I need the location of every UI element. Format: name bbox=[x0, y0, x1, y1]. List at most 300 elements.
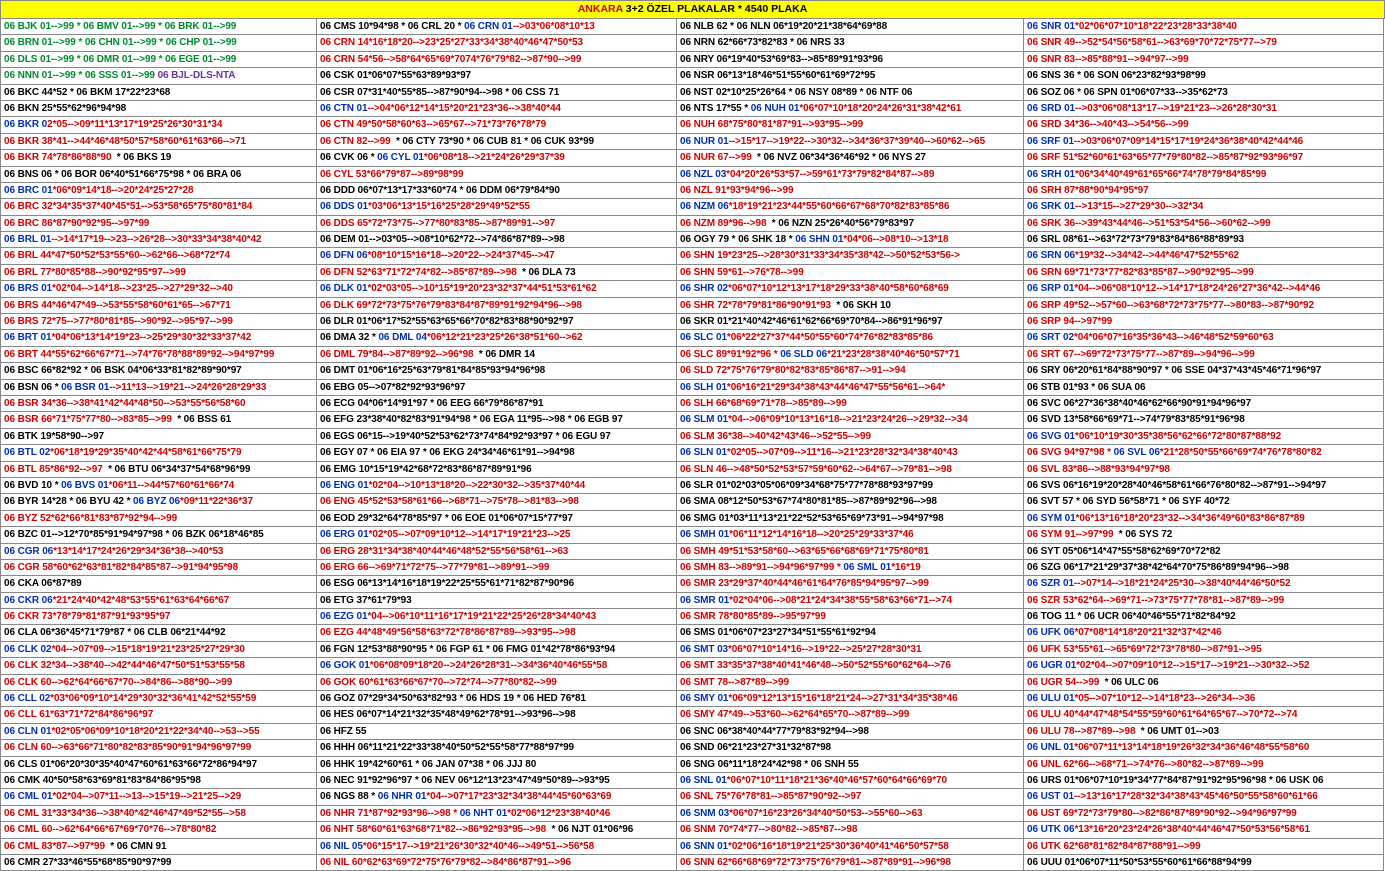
plate-cell bbox=[1024, 199, 1384, 215]
plate-cell bbox=[1024, 134, 1384, 150]
plate-text: *02*04*06-->08*21*24*34*38*55*58*63*66*71-->74 bbox=[729, 594, 952, 606]
plate-cell bbox=[1, 625, 317, 641]
plate-text: 06 BSN 06 * bbox=[4, 381, 62, 393]
plate-text: 06 SMY 01 bbox=[680, 693, 729, 705]
plate-cell bbox=[1024, 707, 1384, 723]
plate-text: 06 NZL 03 bbox=[680, 168, 727, 180]
plate-text: *21*23*28*38*40*46*50*57*71 bbox=[827, 348, 960, 360]
plate-text: 06 SRF 01 bbox=[1027, 135, 1074, 147]
plate-cell bbox=[677, 625, 1024, 641]
plate-text: 06 DLK 01 bbox=[320, 283, 368, 295]
plate-text: 06 EGY 07 * 06 EIA 97 * 06 EKG 24*34*46*61*91-->94*98 bbox=[320, 447, 575, 459]
plate-cell bbox=[1, 740, 317, 756]
plate-text: -->03*06*08*13*17-->19*21*23-->26*28*30*31 bbox=[1075, 102, 1277, 114]
plate-text: 06 SRY 06*20*61*84*88*90*97 * 06 SSE 04*37*43*45*46*71*96*97 bbox=[1027, 365, 1322, 377]
plate-text: 06 BKN 25*55*62*96*94*98 bbox=[4, 102, 127, 114]
plate-cell bbox=[1, 232, 317, 248]
plate-text: 06 SMH 01 bbox=[680, 529, 730, 541]
plate-text: 06 ETG 37*61*79*93 bbox=[320, 594, 412, 606]
plate-text: *04-->07*09-->15*18*19*21*23*25*27*29*30 bbox=[51, 643, 245, 655]
plate-text: 06 SLC 89*91*92*96 * bbox=[680, 348, 781, 360]
plate-cell bbox=[677, 314, 1024, 330]
plate-cell bbox=[317, 412, 677, 428]
plate-cell bbox=[317, 117, 677, 133]
plate-text: * 06 CMN 91 bbox=[107, 840, 167, 852]
plate-text: 06 CYL 01 bbox=[377, 152, 424, 164]
plate-cell bbox=[317, 822, 677, 838]
plate-text: 06 SRN 06 bbox=[1027, 250, 1076, 262]
plate-text: 06 SLC 01 bbox=[680, 332, 727, 344]
plate-text: 06 DDS 65*72*73*75-->77*80*83*85-->87*89*91-->97 bbox=[320, 217, 556, 229]
plate-text: 06 DDD 06*07*13*17*33*60*74 * 06 DDM 06*79*84*90 bbox=[320, 184, 560, 196]
plate-cell bbox=[1, 363, 317, 379]
plate-text: 06 NUH 68*75*80*81*87*91-->93*95-->99 bbox=[680, 119, 864, 131]
plate-text: 06 BYZ 06 bbox=[133, 496, 180, 508]
plate-text: 06 NZM 06 bbox=[680, 201, 729, 213]
plate-text: 06 BJL-DLS-NTA bbox=[157, 70, 236, 82]
plate-cell bbox=[317, 347, 677, 363]
plate-cell bbox=[677, 445, 1024, 461]
plate-text: 06 DLS 01-->99 * 06 DMR 01-->99 * 06 EGE 01-->99 bbox=[4, 53, 237, 65]
plate-cell bbox=[1, 248, 317, 264]
plate-text: 06 SNS 36 * 06 SON 06*23*82*93*98*99 bbox=[1027, 70, 1206, 82]
plate-cell bbox=[1024, 609, 1384, 625]
plate-text: 06 BRT 01 bbox=[4, 332, 52, 344]
plate-cell bbox=[317, 839, 677, 855]
plate-text: 06 HHK 19*42*60*61 * 06 JAN 07*38 * 06 JJJ 80 bbox=[320, 758, 537, 770]
plate-text: *02*04-->07*09*10*12-->15*17-->19*21-->30*32-->52 bbox=[1076, 660, 1310, 672]
plate-text: *06*15*17-->19*21*26*30*32*40*46-->49*51-->56*58 bbox=[362, 840, 595, 852]
plate-cell bbox=[1024, 560, 1384, 576]
plate-text: 06 SMT 33*35*37*38*40*41*46*48-->50*52*55*60*62*64-->76 bbox=[680, 660, 951, 672]
plate-text: 06 SRH 01 bbox=[1027, 168, 1076, 180]
plate-cell bbox=[1, 101, 317, 117]
plate-cell bbox=[1, 691, 317, 707]
plate-text: -->13*16*17*28*32*34*38*43*45*46*50*55*58*60*61*66 bbox=[1073, 791, 1318, 803]
plate-text: -->07*14-->18*21*24*25*30-->38*40*44*46*50*52 bbox=[1073, 578, 1291, 590]
plate-cell bbox=[317, 19, 677, 35]
plate-text: 06 BRC 86*87*90*92*95-->97*99 bbox=[4, 217, 150, 229]
plate-cell bbox=[317, 167, 677, 183]
plate-text: 06 NUR 01 bbox=[680, 135, 729, 147]
plate-cell bbox=[317, 757, 677, 773]
plate-text: 06 CML 31*33*34*36-->38*40*42*46*47*49*52*55-->58 bbox=[4, 807, 246, 819]
plate-cell bbox=[1, 68, 317, 84]
plate-cell bbox=[677, 363, 1024, 379]
plate-text: 06 EZG 44*48*49*56*58*63*72*78*86*87*89-->93*95-->98 bbox=[320, 627, 576, 639]
plate-text: *06*10*19*30*35*38*56*62*66*72*80*87*88*92 bbox=[1075, 430, 1282, 442]
plate-text: 06 ECG 04*06*14*91*97 * 06 EEG 66*79*86*87*91 bbox=[320, 397, 544, 409]
plate-cell bbox=[1024, 363, 1384, 379]
plate-cell bbox=[677, 691, 1024, 707]
plate-cell bbox=[1, 806, 317, 822]
plate-text: 06 ERG 01 bbox=[320, 529, 369, 541]
plate-cell bbox=[317, 330, 677, 346]
plate-cell bbox=[1024, 19, 1384, 35]
plate-text: 06 SNR 01 bbox=[1027, 21, 1076, 32]
plate-cell bbox=[677, 822, 1024, 838]
plate-text: *04*06-->08*10-->13*18 bbox=[843, 234, 949, 246]
plate-cell bbox=[1024, 248, 1384, 264]
plate-cell bbox=[1, 462, 317, 478]
plate-text: *06*07*11*13*14*18*19*26*32*34*36*46*48*55*58*60 bbox=[1074, 742, 1310, 754]
plate-text: 06 EFG 23*38*40*82*83*91*94*98 * 06 EGA 11*95-->98 * 06 EGB 97 bbox=[320, 414, 623, 426]
plate-text: 06 SYM 01 bbox=[1027, 512, 1076, 524]
plate-cell bbox=[1, 675, 317, 691]
plate-cell bbox=[317, 593, 677, 609]
plate-cell bbox=[317, 740, 677, 756]
plate-text: 06 CLK 60-->62*64*66*67*70-->84*86-->88*90-->99 bbox=[4, 676, 233, 688]
plate-cell bbox=[677, 281, 1024, 297]
plate-cell bbox=[1024, 593, 1384, 609]
plate-text: *21*28*50*55*66*69*74*76*78*80*82 bbox=[1159, 447, 1322, 459]
plate-text: * 06 ULC 06 bbox=[1101, 676, 1159, 688]
plate-text: 06 EZG 01 bbox=[320, 611, 368, 623]
plate-cell bbox=[677, 544, 1024, 560]
plate-cell bbox=[1024, 330, 1384, 346]
plate-cell bbox=[317, 494, 677, 510]
plate-cell bbox=[1, 19, 317, 35]
plate-text: 06 SNL 01 bbox=[680, 774, 727, 786]
plate-cell bbox=[1, 412, 317, 428]
plate-text: 06 NRN 62*66*73*82*83 * 06 NRS 33 bbox=[680, 37, 845, 49]
plate-text: 06 SOZ 06 * 06 SPN 01*06*07*33-->35*62*73 bbox=[1027, 86, 1228, 98]
plate-cell bbox=[677, 740, 1024, 756]
plate-text: 06 UFK 53*55*61-->65*69*72*73*78*80-->87*91-->95 bbox=[1027, 643, 1262, 655]
plate-text: 06 OGY 79 * 06 SHK 18 * bbox=[680, 234, 796, 246]
plate-cell bbox=[317, 707, 677, 723]
plate-cell bbox=[1024, 265, 1384, 281]
plate-cell bbox=[317, 658, 677, 674]
plate-cell bbox=[677, 642, 1024, 658]
plate-text: 06 BRL 44*47*50*52*53*55*60-->62*66-->68*72*74 bbox=[4, 250, 230, 262]
plate-text: 2*05-->09*11*13*17*19*25*26*30*31*34 bbox=[47, 119, 223, 131]
plate-text: *04-->06*10*11*16*17*19*21*22*25*26*28*34*40*43 bbox=[367, 611, 597, 623]
plate-text: 06 CRN 01 bbox=[464, 21, 513, 32]
plate-text: *04*06*13*14*19*23-->25*29*30*32*33*37*42 bbox=[51, 332, 252, 344]
plate-text: 06 CKA 06*87*89 bbox=[4, 578, 82, 590]
plate-column-1 bbox=[1, 19, 317, 871]
plate-text: 06 SKR 01*21*40*42*46*61*62*66*69*70*84-->86*91*96*97 bbox=[680, 316, 943, 328]
plate-text: 06 SZR 01 bbox=[1027, 578, 1074, 590]
plate-cell bbox=[1, 773, 317, 789]
plate-text: 06 BKR 38*41-->44*46*48*50*57*58*60*61*63*66-->71 bbox=[4, 135, 246, 147]
plate-text: 06 DML 79*84-->87*89*92-->96*98 bbox=[320, 348, 477, 360]
plate-cell bbox=[677, 35, 1024, 51]
plate-cell bbox=[677, 298, 1024, 314]
plate-cell bbox=[317, 691, 677, 707]
plate-text: *19*32-->34*42-->44*46*47*52*55*62 bbox=[1075, 250, 1239, 262]
plate-text: 06 NHT 01 bbox=[459, 807, 508, 819]
plate-cell bbox=[677, 757, 1024, 773]
plate-text: 06 BKC 44*52 * 06 BKM 17*22*23*68 bbox=[4, 86, 171, 98]
plate-text: 06 BKR 0 bbox=[4, 119, 48, 131]
plate-text: 06 NUH 01 bbox=[750, 102, 800, 114]
plate-column-2 bbox=[317, 19, 677, 871]
plate-text: 06 STB 01*93 * 06 SUA 06 bbox=[1027, 381, 1146, 393]
plate-cell bbox=[1024, 429, 1384, 445]
plate-cell bbox=[1, 511, 317, 527]
plate-cell bbox=[1024, 658, 1384, 674]
plate-cell bbox=[1, 314, 317, 330]
plate-cell bbox=[1024, 822, 1384, 838]
plate-cell bbox=[317, 544, 677, 560]
plate-text: 06 SNL 75*76*78*81-->85*87*90*92-->97 bbox=[680, 791, 862, 803]
plate-cell bbox=[677, 773, 1024, 789]
plate-text: 06 SML 01 bbox=[843, 561, 892, 573]
plate-text: 06 BJK 01-->99 * 06 BMV 01-->99 * 06 BRK 01-->99 bbox=[4, 21, 237, 32]
plate-text: * 06 SKH 10 bbox=[833, 299, 891, 311]
plate-text: 06 ENG 45*52*53*58*61*66-->68*71-->75*78-->81*83-->98 bbox=[320, 496, 579, 508]
plate-cell bbox=[1, 593, 317, 609]
plate-text: *04-->06*08*10*12-->14*17*18*24*26*27*36*42-->44*46 bbox=[1074, 283, 1321, 295]
plate-text: 06 SZG 06*17*21*29*37*38*42*64*70*75*86*89*94*96-->98 bbox=[1027, 561, 1289, 573]
plate-text: 06 SRF 51*52*60*61*63*65*77*79*80*82-->85*87*92*93*96*97 bbox=[1027, 152, 1304, 164]
plate-text: 06 CMR 27*33*46*55*68*85*90*97*99 bbox=[4, 856, 172, 868]
plate-text: 06 CLS 01*06*20*30*35*40*47*60*61*63*66*72*86*94*97 bbox=[4, 758, 257, 770]
plate-text: -->14*17*19-->23-->26*28-->30*33*34*38*40*42 bbox=[51, 234, 262, 246]
plate-text: 06 SMR 78*80*85*89-->95*97*99 bbox=[680, 611, 826, 623]
plate-text: 06 CTN 01 bbox=[320, 102, 368, 114]
plate-text: 06 BYZ 52*62*66*81*83*87*92*94-->99 bbox=[4, 512, 178, 524]
plate-cell bbox=[1024, 789, 1384, 805]
plate-text: 06 SMG 01*03*11*13*21*22*52*53*65*69*73*91-->94*97*98 bbox=[680, 512, 944, 524]
plate-text: 06 SYM 91-->97*99 bbox=[1027, 529, 1117, 541]
plate-text: 06 UGR 01 bbox=[1027, 660, 1077, 672]
plate-text: 06 SRP 49*52-->57*60-->63*68*72*73*75*77-->80*83-->87*90*92 bbox=[1027, 299, 1314, 311]
plate-cell bbox=[1, 298, 317, 314]
plate-text: 06 GOK 60*61*63*66*67*70-->72*74-->77*80*82-->99 bbox=[320, 676, 557, 688]
plate-text: 06 UUU 01*06*07*11*50*53*55*60*61*66*88*94*99 bbox=[1027, 856, 1252, 868]
plate-text: * 06 BSS 61 bbox=[174, 414, 232, 426]
plate-text: 06 SMH 83-->89*91-->94*96*97*99 * bbox=[680, 561, 844, 573]
plate-text: 06 SNR 83-->85*88*91-->94*97-->99 bbox=[1027, 53, 1189, 65]
plate-cell bbox=[1, 544, 317, 560]
plate-text: 06 BVD 10 * bbox=[4, 479, 62, 491]
plate-text: 06 GOZ 07*29*34*50*63*82*93 * 06 HDS 19 * 06 HED 76*81 bbox=[320, 693, 586, 705]
plate-cell bbox=[1024, 314, 1384, 330]
plate-cell bbox=[317, 281, 677, 297]
plate-cell bbox=[317, 298, 677, 314]
plate-text: -->03*06*08*10*13 bbox=[512, 21, 595, 32]
plate-text: 06 BSR 34*36-->38*41*42*44*48*50-->53*55*56*58*60 bbox=[4, 397, 246, 409]
plate-text: 06 SRT 67-->69*72*73*75*77-->87*89-->94*96-->99 bbox=[1027, 348, 1255, 360]
plate-text: *06*08*09*18*20-->24*26*28*31-->34*36*40*46*55*58 bbox=[369, 660, 608, 672]
plate-cell bbox=[677, 150, 1024, 166]
plate-text: 06 BRN 01-->99 * 06 CHN 01-->99 * 06 CHP 01-->99 bbox=[4, 37, 237, 49]
plate-text: 06 UTK 06 bbox=[1027, 824, 1075, 836]
plate-cell bbox=[1024, 35, 1384, 51]
plate-text: 06 SMS 01*06*07*23*27*34*51*55*61*92*94 bbox=[680, 627, 876, 639]
plate-text: 06 UFK 06 bbox=[1027, 627, 1075, 639]
plate-text: 06 NNN 01-->99 * 06 SSS 01-->99 bbox=[4, 70, 158, 82]
plate-cell bbox=[677, 429, 1024, 445]
plate-text: * 06 BTU 06*34*37*54*68*96*99 bbox=[105, 463, 251, 475]
plate-text: 06 SNN 62*66*68*69*72*73*75*76*79*81-->87*89*91-->96*98 bbox=[680, 856, 951, 868]
plate-cell bbox=[1, 429, 317, 445]
plate-cell bbox=[1024, 167, 1384, 183]
plate-text: 06 URS 01*06*07*10*19*34*77*84*87*91*92*95*96*98 * 06 USK 06 bbox=[1027, 774, 1324, 786]
plate-cell bbox=[317, 478, 677, 494]
plate-text: *02*04-->10*13*18*20-->22*30*32-->35*37*40*44 bbox=[368, 479, 586, 491]
plate-text: 06 CML 83*87-->97*99 bbox=[4, 840, 108, 852]
plate-text: 06 GOK 01 bbox=[320, 660, 370, 672]
plate-text: 06 CGR 06 bbox=[4, 545, 54, 557]
plate-text: 06 SLM 01 bbox=[680, 414, 729, 426]
plate-text: *02*06*16*18*19*21*25*30*36*40*41*46*50*57*58 bbox=[728, 840, 949, 852]
plate-text: 06 SVT 57 * 06 SYD 56*58*71 * 06 SYF 40*72 bbox=[1027, 496, 1230, 508]
plate-text: 06 SHR 02 bbox=[680, 283, 729, 295]
plate-text: 06 CTN 49*50*58*60*63-->65*67-->71*73*76*78*79 bbox=[320, 119, 547, 131]
plate-cell bbox=[677, 248, 1024, 264]
plate-text: *03*06*09*10*14*29*30*32*36*41*42*52*55*59 bbox=[50, 693, 257, 705]
plate-cell bbox=[1024, 52, 1384, 68]
plate-cell bbox=[1024, 380, 1384, 396]
plate-cell bbox=[1, 183, 317, 199]
plate-text: *06*11*12*14*16*18-->20*25*29*33*37*46 bbox=[729, 529, 914, 541]
plate-cell bbox=[317, 85, 677, 101]
plate-cell bbox=[1024, 445, 1384, 461]
plate-cell bbox=[1, 347, 317, 363]
plate-text: *06*07*10*18*20*24*26*31*38*42*61 bbox=[799, 102, 962, 114]
plate-text: 06 SNR 49-->52*54*56*58*61-->63*69*70*72*75*77-->79 bbox=[1027, 37, 1277, 49]
plate-text: 06 SMA 08*12*50*53*67*74*80*81*85-->87*89*92*96-->98 bbox=[680, 496, 937, 508]
plate-text: *06*07*10*14*16-->19*22-->25*27*28*30*31 bbox=[728, 643, 922, 655]
plate-cell bbox=[1024, 773, 1384, 789]
plate-cell bbox=[1, 265, 317, 281]
plate-text: 06 BTK 19*58*90-->97 bbox=[4, 430, 105, 442]
plate-text: 06 HFZ 55 bbox=[320, 725, 367, 737]
plate-cell bbox=[1, 707, 317, 723]
plate-text: 06 SMR 23*29*37*40*44*46*61*64*76*85*94*95*97-->99 bbox=[680, 578, 929, 590]
plate-cell bbox=[677, 462, 1024, 478]
plate-text: 06 DFN 06 bbox=[320, 250, 368, 262]
plate-cell bbox=[317, 855, 677, 871]
plate-text: 06 SMT 03 bbox=[680, 643, 729, 655]
plate-cell bbox=[677, 347, 1024, 363]
plate-cell bbox=[317, 511, 677, 527]
plate-cell bbox=[1024, 183, 1384, 199]
plate-text: -->03*06*07*09*14*15*17*19*24*36*38*40*42*44*46 bbox=[1073, 135, 1304, 147]
plate-text: * 06 CTY 73*90 * 06 CUB 81 * 06 CUK 93*99 bbox=[393, 135, 594, 147]
plate-cell bbox=[1, 757, 317, 773]
plate-text: 06 CLN 01 bbox=[4, 725, 52, 737]
plate-text: 06 SRT 02 bbox=[1027, 332, 1074, 344]
plate-text: * 06 NJT 01*06*96 bbox=[548, 824, 634, 836]
plate-cell bbox=[1024, 576, 1384, 592]
plate-text: 06 SMH 49*51*53*58*60-->63*65*66*68*69*71*75*80*81 bbox=[680, 545, 929, 557]
plate-text: 06 SRH 87*88*90*94*95*97 bbox=[1027, 184, 1149, 196]
plate-cell bbox=[1024, 675, 1384, 691]
plate-text: * 06 DMR 14 bbox=[476, 348, 535, 360]
plate-cell bbox=[317, 68, 677, 84]
plate-text: 06 SMY 47*49-->53*60-->62*64*65*70-->87*89-->99 bbox=[680, 709, 910, 721]
plate-cell bbox=[1024, 740, 1384, 756]
plate-cell bbox=[1024, 691, 1384, 707]
plate-text: 06 BTL 02 bbox=[4, 447, 51, 459]
plate-text: 06 CRN 54*56-->58*64*65*69*7074*76*79*82-->87*90-->99 bbox=[320, 53, 582, 65]
plate-text: *06*07*16*23*26*34*40*50*53-->55*60-->63 bbox=[729, 807, 923, 819]
plate-cell bbox=[677, 167, 1024, 183]
plate-text: * 06 BKS 19 bbox=[114, 152, 172, 164]
plate-cell bbox=[317, 363, 677, 379]
plate-cell bbox=[1, 117, 317, 133]
plate-text: 06 SLH 01 bbox=[680, 381, 727, 393]
title-bar bbox=[1, 1, 1385, 19]
plate-text: 06 BRT 44*55*62*66*67*71-->74*76*78*88*89*92-->94*97*99 bbox=[4, 348, 275, 360]
plate-text: 06 NHT 58*60*61*63*68*71*82-->86*92*93*95-->98 bbox=[320, 824, 549, 836]
plate-cell bbox=[677, 724, 1024, 740]
plate-cell bbox=[1, 658, 317, 674]
plate-text: 06 ULU 01 bbox=[1027, 693, 1075, 705]
plate-text: -->15*17-->19*22-->30*32-->34*36*37*39*40-->60*62-->65 bbox=[728, 135, 986, 147]
plate-text: 06 SRP 94-->97*99 bbox=[1027, 316, 1113, 328]
plate-cell bbox=[1024, 724, 1384, 740]
plate-text: 06 EBG 05-->07*82*92*93*96*97 bbox=[320, 381, 466, 393]
plate-cell bbox=[317, 248, 677, 264]
plate-cell bbox=[677, 576, 1024, 592]
plate-text: -->04*06*12*14*15*20*21*23*36-->38*40*44 bbox=[367, 102, 561, 114]
plate-cell bbox=[1, 576, 317, 592]
plate-cell bbox=[317, 560, 677, 576]
plate-cell bbox=[1024, 298, 1384, 314]
plate-cell bbox=[317, 609, 677, 625]
plate-cell bbox=[317, 52, 677, 68]
plate-text: 06 BRL 77*80*85*88-->90*92*95*97-->99 bbox=[4, 266, 186, 278]
plate-text: 06 SND 06*21*23*27*31*32*87*98 bbox=[680, 742, 832, 754]
plate-text: 06 SZR 53*62*64-->69*71-->73*75*77*78*81-->87*89-->99 bbox=[1027, 594, 1285, 606]
plate-text: 06 DLK 69*72*73*75*76*79*83*84*87*89*91*92*94*96-->98 bbox=[320, 299, 582, 311]
plate-cell bbox=[1, 216, 317, 232]
plate-text: 06 NIL 60*62*63*69*72*75*76*79*82-->84*86*87*91-->96 bbox=[320, 856, 571, 868]
plate-text: * 06 NVZ 06*34*36*46*92 * 06 NYS 27 bbox=[754, 152, 926, 164]
plate-cell bbox=[1, 167, 317, 183]
plate-text: 06 NUR 67-->99 bbox=[680, 152, 755, 164]
plate-text: 06 BRS 01 bbox=[4, 283, 53, 295]
plate-text: *05-->07*10*12-->14*18*23-->26*34-->36 bbox=[1074, 693, 1256, 705]
plate-cell bbox=[1024, 855, 1384, 871]
plate-text: *06*08*18-->21*24*26*29*37*39 bbox=[423, 152, 565, 164]
plate-cell bbox=[677, 806, 1024, 822]
plate-text: 06 UNL 01 bbox=[1027, 742, 1075, 754]
plate-cell bbox=[317, 380, 677, 396]
plate-text: 06 BVS 01 bbox=[61, 479, 109, 491]
plate-cell bbox=[1, 642, 317, 658]
plate-text: 06 SHN 19*23*25-->28*30*31*33*34*35*38*42-->50*52*53*56-> bbox=[680, 250, 960, 262]
plate-text: 06 SLN 46-->48*50*52*53*57*59*60*62-->64*67-->79*81-->98 bbox=[680, 463, 952, 475]
plate-text: *09*11*22*36*37 bbox=[179, 496, 253, 508]
plate-text: 06 ENG 01 bbox=[320, 479, 369, 491]
plate-text: 06 BRS 72*75-->77*80*81*85-->90*92-->95*97-->99 bbox=[4, 316, 233, 328]
plate-text: 06 SRD 01 bbox=[1027, 102, 1076, 114]
plate-text: 06 CTN 82-->99 bbox=[320, 135, 394, 147]
plate-text: 06 SLH 66*68*69*71*78-->85*89-->99 bbox=[680, 397, 847, 409]
plate-text: 06 CMK 40*50*58*63*69*81*83*84*86*95*98 bbox=[4, 774, 201, 786]
plate-text: 06 UGR 54-->99 bbox=[1027, 676, 1102, 688]
plate-text: 06 BRL 01 bbox=[4, 234, 52, 246]
plate-cell bbox=[317, 101, 677, 117]
plate-text: 06 SVL 83*86-->88*93*94*97*98 bbox=[1027, 463, 1170, 475]
plate-text: 06 CRN 14*16*18*20-->23*25*27*33*34*38*40*46*47*50*53 bbox=[320, 37, 583, 49]
plate-text: *08*10*15*16*18-->20*22-->24*37*45-->47 bbox=[367, 250, 555, 262]
plate-text: 06 SRN 69*71*73*77*82*83*85*87-->90*92*95-->99 bbox=[1027, 266, 1254, 278]
plate-cell bbox=[1024, 101, 1384, 117]
plate-text: 06 ESG 06*13*14*16*18*19*22*25*55*61*71*82*87*90*96 bbox=[320, 578, 575, 590]
plate-text: 06 NZM 89*96-->98 bbox=[680, 217, 770, 229]
plate-cell bbox=[1, 330, 317, 346]
plate-text: *04*20*26*53*57-->59*61*73*79*82*84*87-->89 bbox=[726, 168, 935, 180]
plate-text: 06 NEC 91*92*96*97 * 06 NEV 06*12*13*23*47*49*50*89-->93*95 bbox=[320, 774, 610, 786]
